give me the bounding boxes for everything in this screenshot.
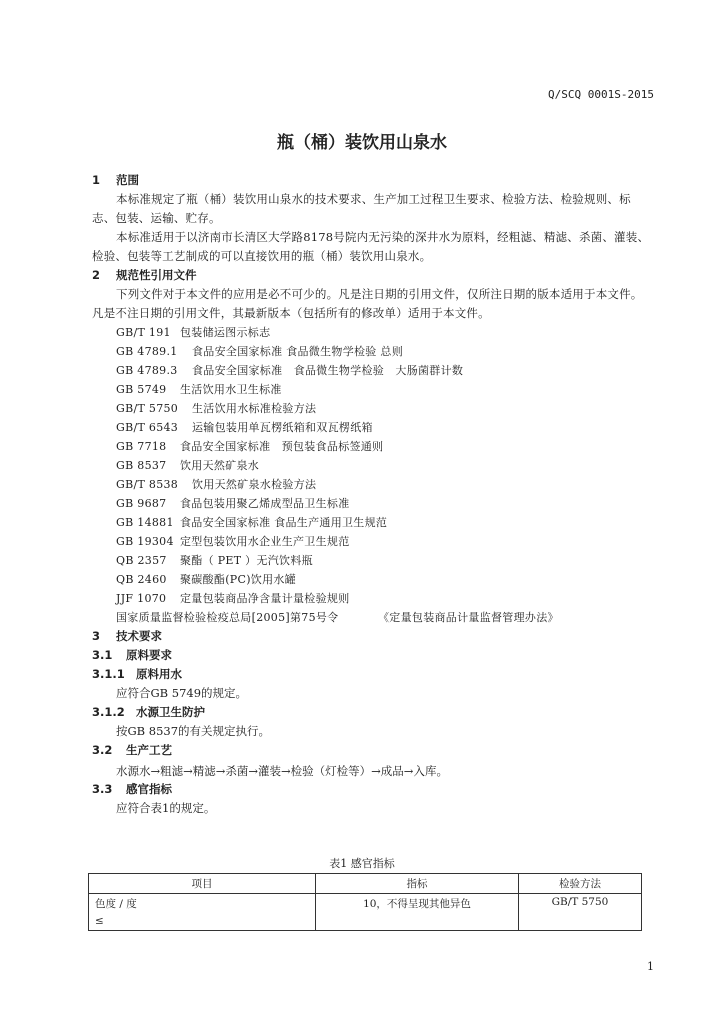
- reference-item: [116, 324, 270, 340]
- column-header: 项目: [89, 874, 316, 894]
- reference-title: 食品安全国家标准 食品微生物学检验 总则: [192, 345, 403, 358]
- reference-code: JJF 1070: [116, 592, 167, 605]
- reference-title: 食品安全国家标准 食品微生物学检验 大肠菌群计数: [192, 364, 464, 377]
- column-header: 检验方法: [519, 874, 642, 894]
- page-number: 1: [647, 960, 654, 973]
- reference-item: [116, 457, 259, 473]
- reference-item: [116, 533, 350, 549]
- reference-title: 生活饮用水卫生标准: [180, 383, 282, 396]
- section-3-2-heading: [92, 742, 172, 758]
- reference-title: 食品包装用聚乙烯成型品卫生标准: [180, 497, 350, 510]
- section-title: 技术要求: [116, 629, 162, 643]
- reference-title: 定量包装商品净含量计量检验规则: [180, 592, 350, 605]
- section-3-1-heading: [92, 647, 172, 663]
- reference-item: [116, 495, 350, 511]
- section-title: 水源卫生防护: [136, 705, 205, 719]
- table-cell-limit: 10，不得呈现其他异色: [316, 894, 519, 931]
- section-3-1-2-heading: [92, 704, 205, 720]
- column-header: 指标: [316, 874, 519, 894]
- reference-item: [116, 514, 387, 530]
- reference-item: [116, 362, 463, 378]
- reference-item: [116, 609, 559, 625]
- reference-item: [116, 552, 313, 568]
- reference-code: GB/T 191: [116, 326, 171, 339]
- section-number: 3.1.2: [92, 705, 125, 719]
- reference-code: GB/T 5750: [116, 402, 179, 415]
- section-number: 3.2: [92, 743, 113, 757]
- reference-item: [116, 343, 403, 359]
- reference-code: GB 4789.1: [116, 345, 178, 358]
- section-number: 3.3: [92, 782, 113, 796]
- reference-code: GB/T 8538: [116, 478, 179, 491]
- section-3-1-1-text: 应符合GB 5749的规定。: [116, 686, 248, 700]
- reference-title: 饮用天然矿泉水: [180, 459, 260, 472]
- reference-code: GB 5749: [116, 383, 167, 396]
- table-cell-method: GB/T 5750: [519, 894, 642, 931]
- section-number: 3.1: [92, 648, 113, 662]
- reference-code: GB 8537: [116, 459, 167, 472]
- section-title: 范围: [116, 173, 139, 187]
- section-3-3-heading: [92, 781, 172, 797]
- section-number: 3.1.1: [92, 667, 125, 681]
- section-2-paragraph: 下列文件对于本文件的应用是必不可少的。凡是注日期的引用文件，仅所注日期的版本适用于本文件。凡是不注日期的引用文件，其最新版本（包括所有的修改单）适用于本文件。: [92, 287, 643, 320]
- table-row: [89, 894, 642, 931]
- section-3-3-text: 应符合表1的规定。: [116, 801, 216, 815]
- table-cell-item: [89, 894, 316, 931]
- section-title: 感官指标: [126, 782, 172, 796]
- reference-title: 运输包装用单瓦楞纸箱和双瓦楞纸箱: [192, 421, 373, 434]
- reference-title: 《定量包装商品计量监督管理办法》: [378, 611, 559, 624]
- section-3-1-1-heading: [92, 666, 182, 682]
- reference-code: GB 7718: [116, 440, 167, 453]
- section-3-2-text: 水源水→粗滤→精滤→杀菌→灌装→检验（灯检等）→成品→入库。: [116, 764, 448, 778]
- reference-item: [116, 400, 316, 416]
- table-caption: 表1 感官指标: [329, 857, 395, 870]
- item-name: 色度 / 度: [95, 898, 137, 910]
- reference-title: 聚碳酸酯(PC)饮用水罐: [180, 573, 297, 586]
- section-1-paragraph-1: 本标准规定了瓶（桶）装饮用山泉水的技术要求、生产加工过程卫生要求、检验方法、检验规则、标志、包装、运输、贮存。: [92, 192, 631, 225]
- reference-item: [116, 419, 373, 435]
- reference-code: QB 2357: [116, 554, 167, 567]
- reference-code: GB 9687: [116, 497, 167, 510]
- reference-item: [116, 476, 316, 492]
- section-title: 原料用水: [136, 667, 182, 681]
- sensory-index-table: [88, 873, 642, 931]
- section-2-heading: [92, 267, 197, 283]
- reference-title: 包装储运图示标志: [180, 326, 271, 339]
- reference-title: 食品安全国家标准 预包装食品标签通则: [180, 440, 384, 453]
- reference-item: [116, 381, 282, 397]
- reference-code: QB 2460: [116, 573, 167, 586]
- section-3-1-2-text: 按GB 8537的有关规定执行。: [116, 724, 271, 738]
- reference-code: GB 4789.3: [116, 364, 178, 377]
- reference-title: 食品安全国家标准 食品生产通用卫生规范: [180, 516, 388, 529]
- reference-item: [116, 590, 350, 606]
- document-title: 瓶（桶）装饮用山泉水: [277, 133, 447, 153]
- reference-code: GB/T 6543: [116, 421, 179, 434]
- reference-title: 聚酯（ PET ）无汽饮料瓶: [180, 554, 313, 567]
- section-number: 2: [92, 268, 101, 282]
- section-number: 3: [92, 629, 101, 643]
- reference-title: 生活饮用水标准检验方法: [192, 402, 317, 415]
- section-number: 1: [92, 173, 101, 187]
- standard-number: Q/SCQ 0001S-2015: [548, 88, 654, 101]
- reference-code: GB 19304: [116, 535, 174, 548]
- reference-code: GB 14881: [116, 516, 174, 529]
- section-title: 原料要求: [126, 648, 172, 662]
- reference-title: 饮用天然矿泉水检验方法: [192, 478, 317, 491]
- section-3-heading: [92, 628, 162, 644]
- reference-title: 定型包装饮用水企业生产卫生规范: [180, 535, 350, 548]
- reference-item: [116, 571, 296, 587]
- section-title: 规范性引用文件: [116, 268, 197, 282]
- reference-item: [116, 438, 383, 454]
- section-1-heading: [92, 172, 139, 188]
- reference-code: 国家质量监督检验检疫总局[2005]第75号令: [116, 611, 339, 624]
- section-1-paragraph-2: 本标准适用于以济南市长清区大学路8178号院内无污染的深井水为原料，经粗滤、精滤、杀菌、灌装、检验、包装等工艺制成的可以直接饮用的瓶（桶）装饮用山泉水。: [92, 230, 650, 263]
- table-header-row: [89, 874, 642, 894]
- item-operator: ≤: [95, 915, 104, 927]
- section-title: 生产工艺: [126, 743, 172, 757]
